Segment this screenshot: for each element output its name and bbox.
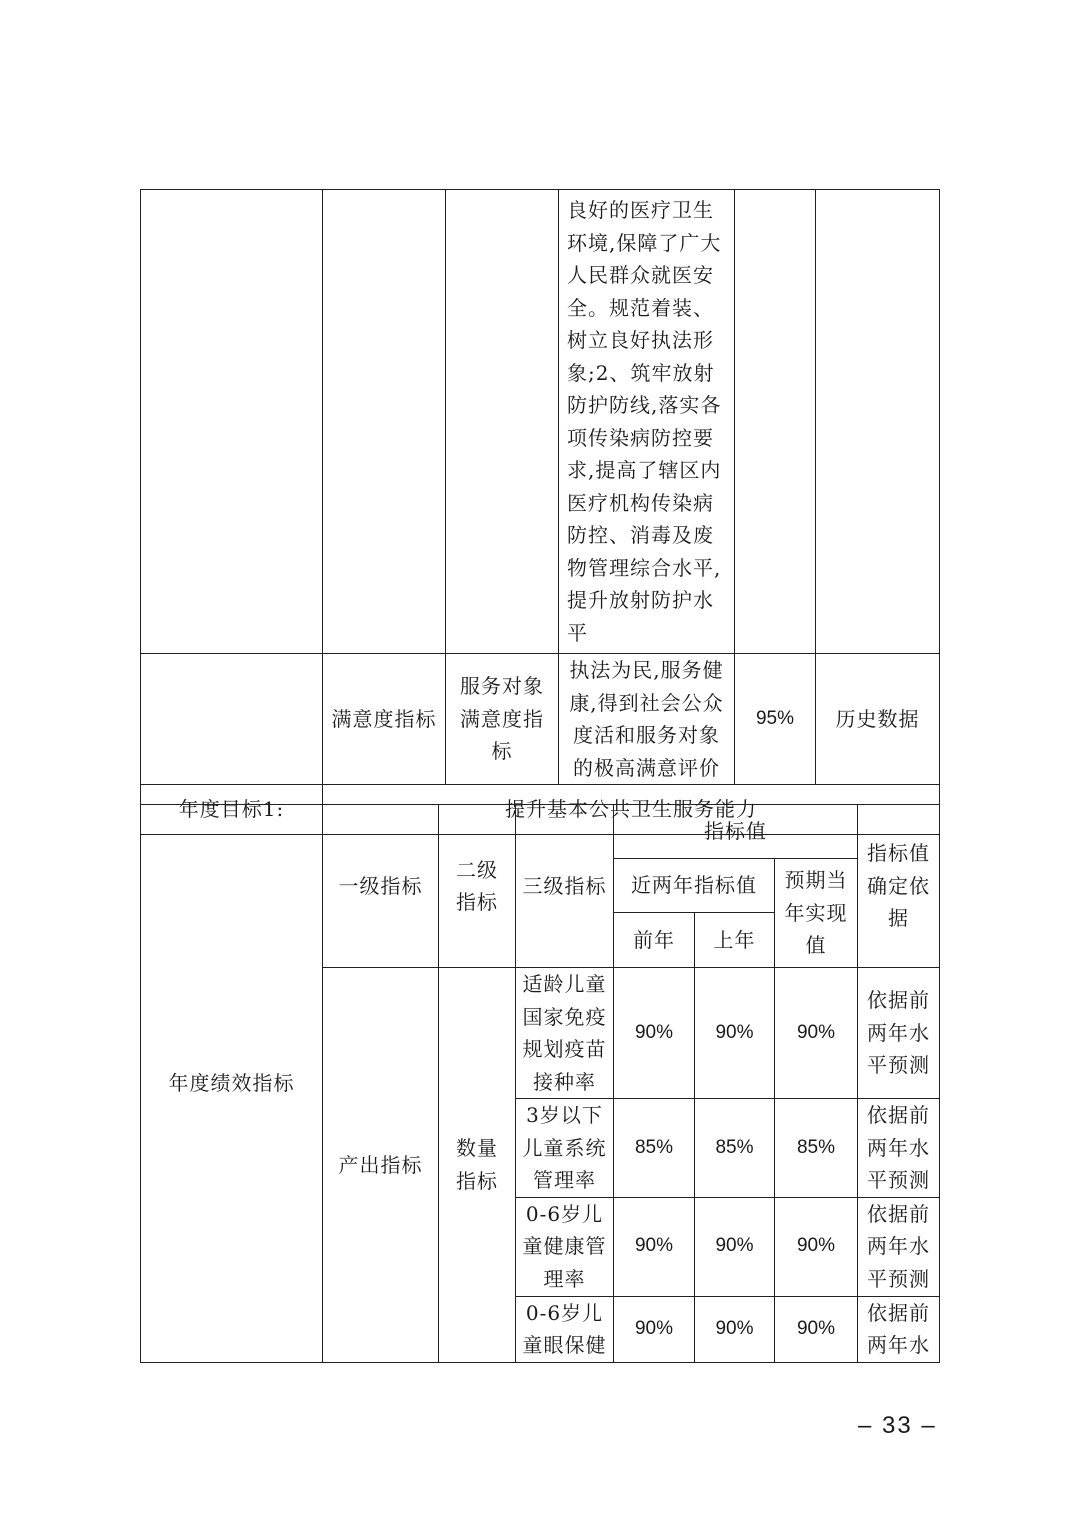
cell-empty	[141, 190, 323, 654]
header-row-1	[141, 805, 940, 859]
header-last-year: 上年	[695, 913, 775, 968]
value-basis: 依据前两年水平预测	[858, 1099, 940, 1198]
header-recent-two-years: 近两年指标值	[614, 859, 775, 913]
header-indicator-value: 指标值	[614, 805, 858, 859]
value-basis: 依据前两年水	[858, 1296, 940, 1362]
indicator-name: 0-6岁儿童健康管理率	[516, 1197, 614, 1296]
header-basis: 指标值确定依据	[858, 805, 940, 968]
satisfaction-level3: 执法为民,服务健康,得到社会公众度活和服务对象的极高满意评价	[559, 654, 735, 785]
performance-section-label: 年度绩效指标	[141, 805, 323, 1363]
satisfaction-row	[141, 654, 940, 785]
value-year-before: 85%	[614, 1099, 695, 1198]
value-expected: 90%	[775, 1296, 858, 1362]
value-last-year: 90%	[695, 1197, 775, 1296]
value-year-before: 90%	[614, 1197, 695, 1296]
cell-empty	[816, 190, 940, 654]
value-expected: 90%	[775, 1197, 858, 1296]
satisfaction-level1: 满意度指标	[323, 654, 446, 785]
output-indicator-label: 产出指标	[323, 968, 439, 1363]
value-last-year: 90%	[695, 968, 775, 1099]
value-year-before: 90%	[614, 1296, 695, 1362]
page-number: – 33 –	[858, 1412, 937, 1439]
value-last-year: 85%	[695, 1099, 775, 1198]
annual-goal-text: 提升基本公共卫生服务能力	[323, 785, 940, 835]
cell-empty	[141, 654, 323, 785]
continued-indicator-text: 良好的医疗卫生环境,保障了广大人民群众就医安全。规范着装、树立良好执法形象;2、筑牢放射防护防线,落实各项传染病防控要求,提高了辖区内医疗机构传染病防控、消毒及废物管理综合水平,提升放射防护水平	[559, 190, 735, 654]
cell-empty	[323, 190, 446, 654]
satisfaction-level2: 服务对象满意度指标	[446, 654, 559, 785]
satisfaction-value: 95%	[735, 654, 816, 785]
cell-empty	[735, 190, 816, 654]
quantity-indicator-label: 数量指标	[439, 968, 516, 1363]
header-expected: 预期当年实现值	[775, 859, 858, 968]
continuation-row	[141, 190, 940, 654]
value-basis: 依据前两年水平预测	[858, 968, 940, 1099]
indicator-name: 适龄儿童国家免疫规划疫苗接种率	[516, 968, 614, 1099]
value-basis: 依据前两年水平预测	[858, 1197, 940, 1296]
header-level1: 一级指标	[323, 805, 439, 968]
cell-empty	[446, 190, 559, 654]
upper-table	[140, 189, 940, 835]
performance-table	[140, 804, 940, 1363]
header-year-before: 前年	[614, 913, 695, 968]
header-level3: 三级指标	[516, 805, 614, 968]
value-expected: 85%	[775, 1099, 858, 1198]
value-last-year: 90%	[695, 1296, 775, 1362]
value-expected: 90%	[775, 968, 858, 1099]
indicator-name: 0-6岁儿童眼保健	[516, 1296, 614, 1362]
header-level2: 二级指标	[439, 805, 516, 968]
indicator-name: 3岁以下儿童系统管理率	[516, 1099, 614, 1198]
value-year-before: 90%	[614, 968, 695, 1099]
annual-goal-label: 年度目标1:	[141, 785, 323, 835]
satisfaction-basis: 历史数据	[816, 654, 940, 785]
